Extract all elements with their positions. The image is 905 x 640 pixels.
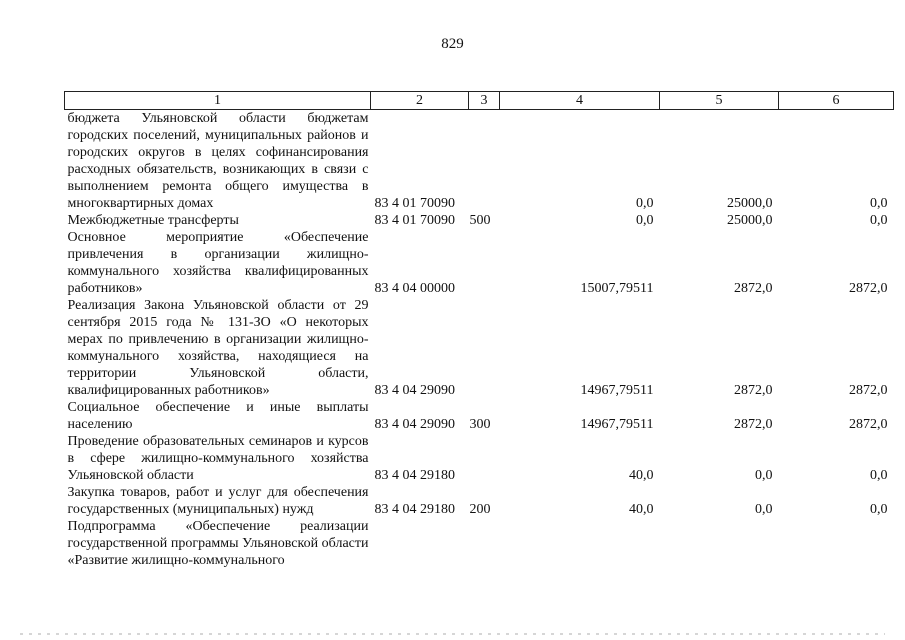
row-value-4: 14967,79511: [580, 417, 654, 432]
header-col-1: 1: [65, 92, 371, 110]
row-value-6: 0,0: [870, 502, 888, 517]
table-row: [65, 484, 894, 518]
row-vr: [469, 518, 500, 569]
row-vr: 300: [469, 417, 491, 432]
row-vr: [469, 433, 500, 484]
budget-table: [64, 91, 894, 569]
header-col-4: 4: [500, 92, 660, 110]
row-code: 83 4 04 29180: [374, 502, 455, 517]
row-value-4: [500, 518, 660, 569]
table-row: [65, 110, 894, 213]
row-value-5: 2872,0: [734, 383, 773, 398]
header-col-3: 3: [469, 92, 500, 110]
row-code: [371, 518, 469, 569]
row-name: Социальное обеспечение и иные выплаты населению: [67, 400, 369, 432]
table-body: [65, 110, 894, 570]
row-value-4: 15007,79511: [580, 281, 654, 296]
scan-edge-noise: [20, 633, 885, 635]
row-code: 83 4 04 29090: [374, 383, 455, 398]
row-name: бюджета Ульяновской области бюджетам городских поселений, муниципальных районов и городских округов в целях софинансирования расходных обязательств, возникающих в связи с выполнением ремонта общего имущества в многоквартирных домах: [67, 111, 369, 211]
row-code: 83 4 04 29180: [374, 468, 455, 483]
row-name: Основное мероприятие «Обеспечение привлечения в организации жилищно-коммунального хозяйства квалифицированных работников»: [67, 230, 369, 296]
row-name: Закупка товаров, работ и услуг для обеспечения государственных (муниципальных) нужд: [67, 485, 369, 517]
table-row: [65, 212, 894, 229]
table-row: [65, 518, 894, 569]
table-row: [65, 399, 894, 433]
row-name: Межбюджетные трансферты: [67, 213, 239, 228]
row-value-4: 0,0: [636, 213, 654, 228]
row-value-4: 40,0: [629, 502, 654, 517]
header-col-2: 2: [371, 92, 469, 110]
row-value-6: 2872,0: [849, 281, 888, 296]
row-value-5: 0,0: [755, 502, 773, 517]
row-value-6: 0,0: [870, 213, 888, 228]
row-value-5: 25000,0: [727, 196, 773, 211]
header-col-5: 5: [660, 92, 779, 110]
row-vr: [469, 297, 500, 399]
row-value-5: [660, 518, 779, 569]
row-code: 83 4 01 70090: [374, 196, 455, 211]
row-value-5: 0,0: [755, 468, 773, 483]
header-row: [65, 92, 894, 110]
table-row: [65, 229, 894, 297]
row-code: 83 4 04 00000: [374, 281, 455, 296]
row-value-5: 2872,0: [734, 417, 773, 432]
row-value-6: 2872,0: [849, 383, 888, 398]
row-vr: 200: [469, 502, 491, 517]
row-vr: [469, 229, 500, 297]
row-value-4: 14967,79511: [580, 383, 654, 398]
row-name: Подпрограмма «Обеспечение реализации государственной программы Ульяновской области «Развитие жилищно-коммунального: [67, 519, 369, 568]
header-col-6: 6: [779, 92, 894, 110]
row-value-5: 25000,0: [727, 213, 773, 228]
row-code: 83 4 04 29090: [374, 417, 455, 432]
table-header: [65, 92, 894, 110]
row-name: Проведение образовательных семинаров и курсов в сфере жилищно-коммунального хозяйства Ульяновской области: [67, 434, 369, 483]
row-value-4: 40,0: [629, 468, 654, 483]
row-value-6: 2872,0: [849, 417, 888, 432]
row-name: Реализация Закона Ульяновской области от 29 сентября 2015 года № 131-ЗО «О некоторых мерах по привлечению в организации жилищно-коммунального хозяйства, находящиеся на территории Ульяновской области, квалифицированных работников»: [67, 298, 369, 398]
page-number: 829: [441, 36, 464, 52]
table-row: [65, 433, 894, 484]
row-code: 83 4 01 70090: [374, 213, 455, 228]
row-value-6: 0,0: [870, 196, 888, 211]
row-value-6: [779, 518, 894, 569]
row-vr: 500: [469, 213, 491, 228]
row-vr: [469, 110, 500, 213]
row-value-5: 2872,0: [734, 281, 773, 296]
table-row: [65, 297, 894, 399]
row-value-6: 0,0: [870, 468, 888, 483]
row-value-4: 0,0: [636, 196, 654, 211]
